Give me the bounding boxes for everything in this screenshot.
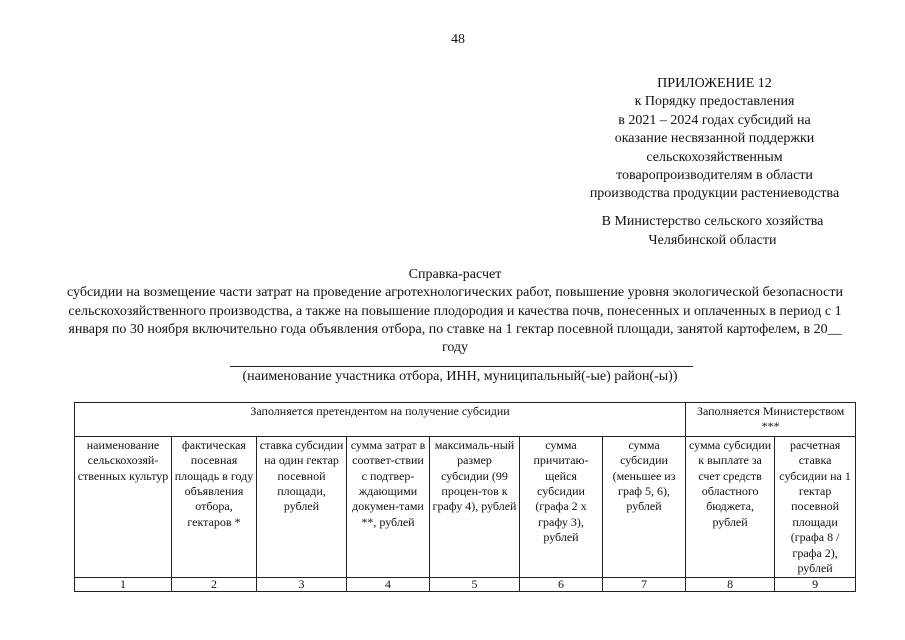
addressee-block [560,212,865,250]
appendix-line: в 2021 – 2024 годах субсидий на [618,112,811,128]
document-subject: субсидии на возмещение части затрат на проведение агротехнологических работ, повышение уровня экологической безопасности сельскохозяйственного производства, а также на повышение плодородия и качества почв, понесенных и оплаченных в период с 1 января по 30 ноября включительно года объявления отбора, по ставке на 1 гектар посевной площади, занятой картофелем, в 20__ году [66,285,844,356]
appendix-line: оказание несвязанной поддержки [614,131,815,147]
applicant-group-header: Заполняется претендентом на получение субсидии [75,403,686,437]
column-number: 6 [520,578,603,592]
document-title [60,266,850,357]
document-heading: Справка-расчет [408,267,502,282]
addressee-line: В Министерство сельского хозяйства [601,214,824,229]
appendix-line: товаропроизводителям в области [616,168,813,184]
column-number: 3 [257,578,347,592]
appendix-line: к Порядку предоставления [634,94,795,110]
page-number: 48 [451,32,465,47]
column-header: расчетная ставка субсидии на 1 гектар посевной площади (графа 8 / графа 2), рублей [775,436,856,578]
column-header: фактическая посевная площадь в году объявления отбора, гектаров * [172,436,257,578]
appendix-line: производства продукции растениеводства [589,186,840,202]
column-number: 8 [686,578,775,592]
column-header: сумма затрат в соответ-ствии с подтвер-ждающими докумен-тами **, рублей [347,436,430,578]
column-number: 5 [430,578,520,592]
addressee-line: Челябинской области [648,233,777,248]
column-number: 9 [775,578,856,592]
column-header: ставка субсидии на один гектар посевной площади, рублей [257,436,347,578]
ministry-group-header: Заполняется Министерством *** [686,403,856,437]
column-number: 4 [347,578,430,592]
column-header: наименование сельскохозяй-ственных культур [75,436,172,578]
column-number: 2 [172,578,257,592]
column-header: сумма причитаю-щейся субсидии (графа 2 х графу 3), рублей [520,436,603,578]
column-number: 1 [75,578,172,592]
column-header: сумма субсидии к выплате за счет средств областного бюджета, рублей [686,436,775,578]
calculation-table [74,402,856,592]
appendix-block [548,75,881,204]
column-header: максималь-ный размер субсидии (99 процен-тов к графу 4), рублей [430,436,520,578]
column-number: 7 [603,578,686,592]
participant-caption: (наименование участника отбора, ИНН, муниципальный(-ые) район(-ы)) [242,369,678,384]
appendix-title: ПРИЛОЖЕНИЕ 12 [657,76,772,91]
column-header: сумма субсидии (меньшее из граф 5, 6), рублей [603,436,686,578]
appendix-line: сельскохозяйственным [646,149,783,165]
participant-name-line [230,366,693,367]
